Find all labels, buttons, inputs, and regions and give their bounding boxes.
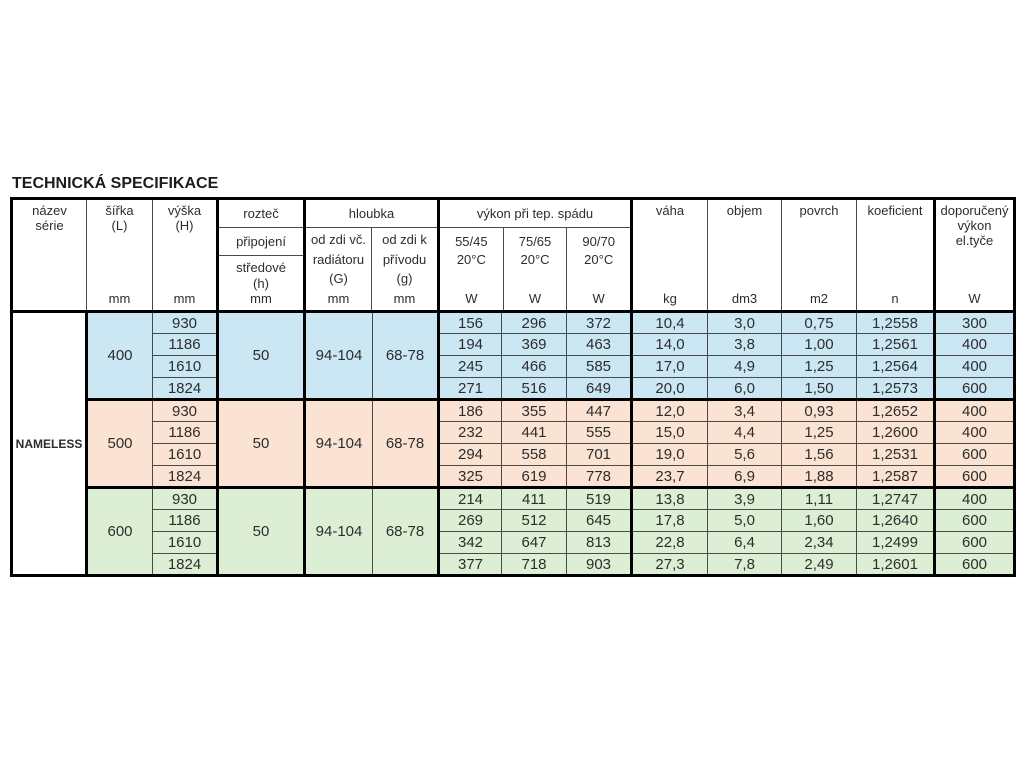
cell-vykon-5545: 294 [439,444,502,466]
cell-el-tyc: 400 [935,334,1015,356]
cell-el-tyc: 400 [935,400,1015,422]
table-row [12,532,1015,554]
cell-vaha: 15,0 [632,422,708,444]
cell-vaha: 22,8 [632,532,708,554]
cell-el-tyc: 400 [935,488,1015,510]
cell-od-zdi-g: 94-104 [305,400,373,488]
unit-label: kg [663,291,677,306]
header-label: od zdi k [382,232,427,247]
cell-od-zdi-g: 94-104 [305,488,373,576]
cell-vykon-7565: 516 [502,378,567,400]
header-label: výkon při tep. spádu [440,200,630,228]
col-header-objem [708,199,782,312]
header-label: rozteč [219,200,303,228]
unit-label: mm [327,290,350,306]
cell-vykon-5545: 194 [439,334,502,356]
col-header-roztec [218,199,305,312]
unit-label: mm [393,290,416,306]
unit-label: dm3 [731,291,758,306]
cell-od-zdi-p: 68-78 [373,400,439,488]
header-label: šířka [105,203,134,218]
cell-vykon-7565: 619 [502,466,567,488]
header-label: 55/45 [455,234,488,249]
cell-vaha: 17,8 [632,510,708,532]
cell-vaha: 17,0 [632,356,708,378]
cell-objem: 3,8 [708,334,782,356]
header-label: série [35,218,64,233]
table-row [12,554,1015,576]
table-row [12,466,1015,488]
cell-roztec: 50 [218,400,305,488]
cell-povrch: 1,88 [782,466,857,488]
cell-vykon-5545: 214 [439,488,502,510]
cell-vaha: 20,0 [632,378,708,400]
header-label: el.tyče [955,233,994,248]
header-label: doporučený [940,203,1009,218]
cell-objem: 6,4 [708,532,782,554]
header-label: přívodu [382,251,427,267]
cell-vykon-5545: 377 [439,554,502,576]
cell-objem: 4,4 [708,422,782,444]
col-header-sirka [87,199,153,312]
cell-sirka: 500 [87,400,153,488]
header-label: výkon [957,218,992,233]
header-label: 20°C [584,252,614,267]
cell-vykon-7565: 296 [502,312,567,334]
cell-vykon-5545: 325 [439,466,502,488]
cell-vyska: 1186 [153,422,218,444]
cell-koeficient: 1,2531 [857,444,935,466]
cell-vykon-9070: 519 [567,488,632,510]
cell-vaha: 13,8 [632,488,708,510]
cell-vykon-5545: 245 [439,356,502,378]
cell-sirka: 400 [87,312,153,400]
page-title: TECHNICKÁ SPECIFIKACE [12,175,219,192]
cell-povrch: 1,56 [782,444,857,466]
cell-koeficient: 1,2499 [857,532,935,554]
cell-vaha: 23,7 [632,466,708,488]
cell-povrch: 1,25 [782,356,857,378]
header-label: název [32,203,67,218]
cell-vyska: 1610 [153,356,218,378]
cell-objem: 5,6 [708,444,782,466]
unit-label: n [891,291,899,306]
cell-vykon-7565: 466 [502,356,567,378]
cell-vyska: 930 [153,488,218,510]
header-label: (h) [253,275,269,291]
cell-vykon-7565: 647 [502,532,567,554]
cell-povrch: 1,00 [782,334,857,356]
table-row [12,488,1015,510]
col-header-vaha [632,199,708,312]
header-label: (L) [111,218,128,233]
table-row [12,422,1015,444]
cell-vyska: 1824 [153,378,218,400]
header-label: výška [167,203,202,218]
cell-vykon-9070: 372 [567,312,632,334]
header-label: (G) [329,271,348,287]
cell-vykon-9070: 463 [567,334,632,356]
header-label: středové [236,260,286,275]
header-label: připojení [219,228,303,256]
cell-vykon-9070: 585 [567,356,632,378]
header-label: povrch [799,203,839,218]
cell-vykon-9070: 645 [567,510,632,532]
cell-vykon-9070: 649 [567,378,632,400]
unit-label: W [592,291,605,306]
cell-vaha: 14,0 [632,334,708,356]
col-header-doporuceny-vykon [935,199,1015,312]
col-header-7565 [503,228,567,310]
header-label: 75/65 [518,234,552,249]
unit-label: W [465,291,478,306]
cell-vyska: 1186 [153,510,218,532]
unit-label: mm [250,291,272,306]
header-label: od zdi vč. [311,232,366,247]
unit-label: m2 [809,291,829,306]
cell-vykon-5545: 156 [439,312,502,334]
col-header-hloubka [305,199,439,312]
header-label: váha [655,203,685,218]
unit-label: mm [108,291,131,306]
table-row [12,510,1015,532]
cell-vykon-9070: 555 [567,422,632,444]
cell-povrch: 2,49 [782,554,857,576]
table-row [12,356,1015,378]
cell-vaha: 19,0 [632,444,708,466]
cell-objem: 3,4 [708,400,782,422]
cell-vyska: 930 [153,312,218,334]
cell-objem: 7,8 [708,554,782,576]
cell-el-tyc: 600 [935,378,1015,400]
col-header-od-zdi-radiatoru [306,228,371,310]
cell-el-tyc: 600 [935,466,1015,488]
cell-vaha: 27,3 [632,554,708,576]
cell-vykon-7565: 441 [502,422,567,444]
col-header-vyska [153,199,218,312]
cell-objem: 6,9 [708,466,782,488]
cell-koeficient: 1,2561 [857,334,935,356]
header-row [12,199,1015,312]
unit-label: W [528,291,542,306]
spec-table [10,197,1016,577]
cell-el-tyc: 600 [935,510,1015,532]
cell-vykon-7565: 718 [502,554,567,576]
cell-vykon-9070: 903 [567,554,632,576]
cell-povrch: 1,60 [782,510,857,532]
cell-roztec: 50 [218,312,305,400]
cell-vykon-7565: 411 [502,488,567,510]
cell-objem: 3,9 [708,488,782,510]
cell-koeficient: 1,2601 [857,554,935,576]
cell-vyska: 1824 [153,466,218,488]
table-row [12,400,1015,422]
cell-objem: 5,0 [708,510,782,532]
cell-objem: 4,9 [708,356,782,378]
header-label: koeficient [867,203,923,218]
col-header-nazev-serie [12,199,87,312]
series-name-cell: NAMELESS [12,312,87,576]
cell-koeficient: 1,2587 [857,466,935,488]
cell-vyska: 1824 [153,554,218,576]
cell-el-tyc: 300 [935,312,1015,334]
cell-vykon-5545: 269 [439,510,502,532]
col-header-povrch [782,199,857,312]
cell-vykon-9070: 701 [567,444,632,466]
cell-povrch: 1,11 [782,488,857,510]
cell-vykon-5545: 342 [439,532,502,554]
cell-koeficient: 1,2573 [857,378,935,400]
cell-od-zdi-g: 94-104 [305,312,373,400]
cell-vyska: 1610 [153,444,218,466]
cell-vykon-7565: 558 [502,444,567,466]
header-label: 20°C [456,252,486,267]
header-label: objem [726,203,763,218]
col-header-koeficient [857,199,935,312]
cell-vykon-7565: 512 [502,510,567,532]
unit-label: mm [173,291,196,306]
cell-povrch: 2,34 [782,532,857,554]
cell-vaha: 10,4 [632,312,708,334]
col-header-od-zdi-privodu [371,228,437,310]
cell-koeficient: 1,2652 [857,400,935,422]
cell-vykon-7565: 355 [502,400,567,422]
col-header-9070 [566,228,630,310]
cell-objem: 3,0 [708,312,782,334]
cell-el-tyc: 400 [935,422,1015,444]
cell-vykon-5545: 232 [439,422,502,444]
cell-vykon-5545: 271 [439,378,502,400]
header-label: (g) [396,271,413,287]
cell-od-zdi-p: 68-78 [373,488,439,576]
header-label: 20°C [520,252,550,267]
header-label: hloubka [306,200,437,228]
cell-el-tyc: 600 [935,554,1015,576]
cell-od-zdi-p: 68-78 [373,312,439,400]
cell-roztec: 50 [218,488,305,576]
cell-povrch: 1,25 [782,422,857,444]
col-header-vykon [439,199,632,312]
cell-el-tyc: 400 [935,356,1015,378]
unit-label: W [968,291,981,306]
cell-koeficient: 1,2564 [857,356,935,378]
cell-povrch: 1,50 [782,378,857,400]
cell-povrch: 0,75 [782,312,857,334]
cell-vyska: 1610 [153,532,218,554]
cell-povrch: 0,93 [782,400,857,422]
cell-vykon-9070: 778 [567,466,632,488]
cell-sirka: 600 [87,488,153,576]
cell-koeficient: 1,2558 [857,312,935,334]
cell-el-tyc: 600 [935,444,1015,466]
cell-el-tyc: 600 [935,532,1015,554]
cell-vykon-9070: 813 [567,532,632,554]
cell-vykon-7565: 369 [502,334,567,356]
table-row [12,312,1015,334]
cell-koeficient: 1,2747 [857,488,935,510]
cell-vyska: 1186 [153,334,218,356]
header-label: radiátoru [312,251,365,267]
header-label: (H) [175,218,194,233]
table-row [12,444,1015,466]
cell-koeficient: 1,2640 [857,510,935,532]
cell-objem: 6,0 [708,378,782,400]
table-row [12,334,1015,356]
cell-vykon-9070: 447 [567,400,632,422]
table-row [12,378,1015,400]
header-label: 90/70 [582,234,615,249]
cell-vaha: 12,0 [632,400,708,422]
col-header-5545 [440,228,503,310]
cell-vykon-5545: 186 [439,400,502,422]
cell-koeficient: 1,2600 [857,422,935,444]
cell-vyska: 930 [153,400,218,422]
